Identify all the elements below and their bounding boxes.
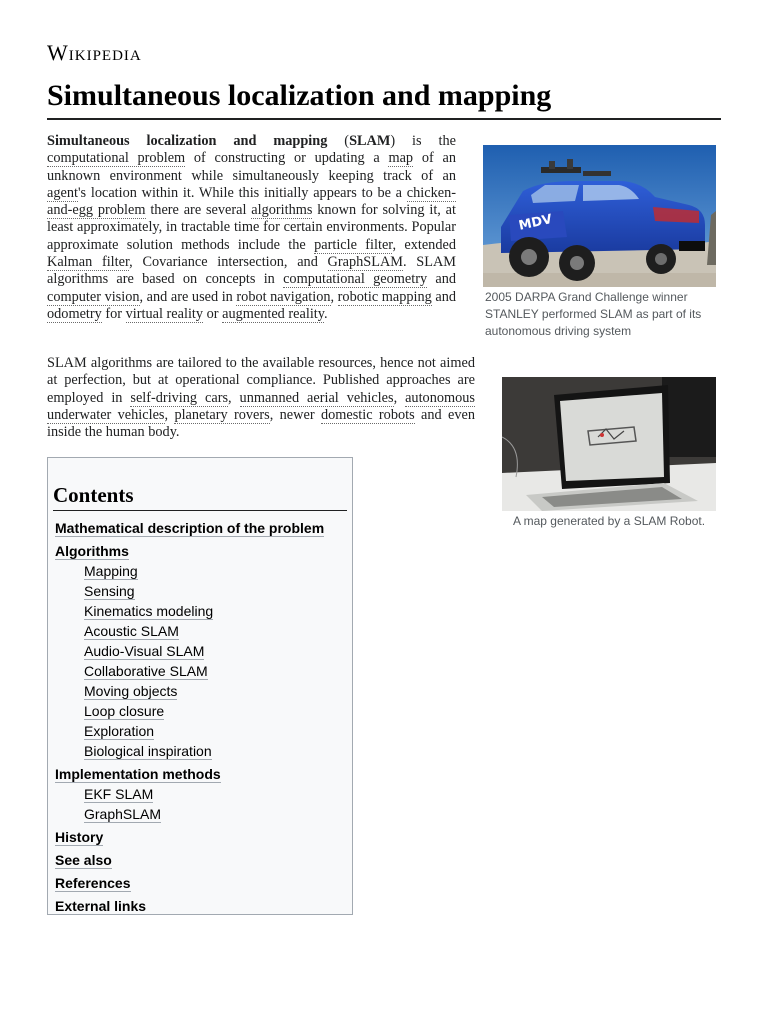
toc-subsection-link[interactable]: Loop closure: [84, 703, 165, 719]
toc-subsection-link[interactable]: GraphSLAM: [84, 806, 162, 822]
figure-stanley: [483, 145, 716, 340]
paragraph-text: of an unknown environment while simultaneously keeping track of an: [47, 150, 456, 184]
toc-subsection-link[interactable]: Acoustic SLAM: [84, 623, 179, 639]
toc-subsection: [55, 741, 345, 761]
paragraph-text: ,: [164, 406, 175, 423]
toc-subsection-link[interactable]: Exploration: [84, 723, 155, 739]
table-of-contents: [47, 457, 353, 915]
toc-subsection: [55, 804, 345, 824]
toc-subsection: [55, 681, 345, 701]
toc-subsection-link[interactable]: Mapping: [84, 563, 138, 579]
stanley-car-photo[interactable]: [483, 145, 716, 287]
article-link[interactable]: chicken-and-egg problem: [47, 184, 456, 219]
bold-term: Simultaneous localization and mapping: [47, 133, 328, 149]
paragraph-text: .: [324, 305, 328, 322]
paragraph-text: , Covariance intersection, and: [129, 254, 328, 271]
toc-section-link[interactable]: History: [55, 829, 104, 845]
paragraph-text: of constructing or updating a: [185, 150, 389, 167]
article-link[interactable]: GraphSLAM: [327, 254, 403, 271]
paragraph-text: and: [431, 288, 456, 305]
figure-slam-map: [502, 377, 716, 530]
paragraph-text: , and are used in: [139, 288, 237, 305]
article-link[interactable]: computational geometry: [283, 271, 428, 288]
article-link[interactable]: domestic robots: [320, 406, 415, 423]
toc-section: [55, 541, 345, 761]
toc-section: [55, 873, 345, 893]
toc-subsection-link[interactable]: Collaborative SLAM: [84, 663, 208, 679]
article-link[interactable]: robot navigation: [236, 288, 331, 305]
toc-subsection: [55, 601, 345, 621]
toc-subsection-link[interactable]: Biological inspiration: [84, 743, 212, 759]
toc-section: [55, 764, 345, 824]
intro-paragraph-2: [47, 355, 475, 441]
toc-subsection-list: [55, 784, 345, 824]
toc-section: [55, 850, 345, 870]
paragraph-text: ,: [393, 389, 406, 406]
article-link[interactable]: particle filter: [314, 236, 393, 253]
toc-section-link[interactable]: Algorithms: [55, 543, 129, 559]
page-title: Simultaneous localization and mapping: [47, 76, 721, 120]
article-link[interactable]: algorithms: [251, 202, 313, 219]
toc-subsection: [55, 641, 345, 661]
bold-term: SLAM: [349, 133, 391, 149]
toc-section-link[interactable]: See also: [55, 852, 112, 868]
paragraph-text: ,: [228, 389, 240, 406]
paragraph-text: , newer: [269, 406, 321, 423]
toc-subsection-link[interactable]: Audio-Visual SLAM: [84, 643, 205, 659]
paragraph-text: and: [427, 271, 456, 288]
article-link[interactable]: odometry: [47, 305, 102, 322]
paragraph-text: 's location within it. While this initially appears to be a: [77, 184, 407, 201]
toc-subsection: [55, 721, 345, 741]
paragraph-text: for: [101, 305, 126, 322]
article-link[interactable]: computer vision: [47, 288, 140, 305]
car-logo-text: MDV: [517, 212, 554, 234]
article-link[interactable]: agent: [47, 184, 78, 201]
toc-subsection-link[interactable]: Kinematics modeling: [84, 603, 214, 619]
figure-caption: A map generated by a SLAM Robot.: [512, 514, 706, 528]
paragraph-text: known for solving it, at least approximately, in tractable time for certain environments. Popular approximate solution methods include the: [47, 202, 456, 253]
paragraph-text: ,: [330, 288, 338, 305]
wikipedia-wordmark[interactable]: Wikipedia: [47, 40, 142, 65]
article-link[interactable]: Kalman filter: [47, 254, 130, 271]
toc-section-link[interactable]: External links: [55, 898, 147, 914]
toc-section: [55, 518, 345, 538]
article-link[interactable]: unmanned aerial vehicles: [239, 389, 394, 406]
paragraph-text: there are several: [145, 202, 252, 219]
toc-subsection: [55, 561, 345, 581]
toc-section: [55, 896, 345, 916]
article-link[interactable]: virtual reality: [125, 305, 204, 322]
article-link[interactable]: planetary rovers: [174, 406, 270, 423]
article-link[interactable]: robotic mapping: [337, 288, 432, 305]
toc-subsection-link[interactable]: Moving objects: [84, 683, 178, 699]
article-link[interactable]: autonomous underwater vehicles: [47, 389, 475, 423]
intro-paragraph-1: [47, 133, 456, 323]
toc-subsection: [55, 581, 345, 601]
toc-section-link[interactable]: References: [55, 875, 131, 891]
paragraph-text: or: [203, 305, 223, 322]
toc-subsection: [55, 621, 345, 641]
article-link[interactable]: computational problem: [47, 150, 186, 167]
toc-section: [55, 827, 345, 847]
article-link[interactable]: self-driving cars: [130, 389, 229, 406]
paragraph-text: and even inside the human body.: [47, 406, 475, 441]
slam-laptop-photo[interactable]: [502, 377, 716, 511]
toc-subsection: [55, 701, 345, 721]
toc-section-link[interactable]: Mathematical description of the problem: [55, 520, 325, 536]
article-link[interactable]: map: [388, 150, 414, 167]
paragraph-text: SLAM algorithms are tailored to the available resources, hence not aimed at perfection, but at operational compliance. Published approaches are employed in: [47, 355, 475, 406]
toc-subsection-link[interactable]: EKF SLAM: [84, 786, 154, 802]
toc-subsection-link[interactable]: Sensing: [84, 583, 135, 599]
paragraph-text: . SLAM algorithms are based on concepts in: [47, 254, 456, 288]
toc-title: Contents: [53, 482, 347, 511]
toc-section-link[interactable]: Implementation methods: [55, 766, 221, 782]
paragraph-text: ) is the: [390, 133, 456, 149]
toc-subsection-list: [55, 561, 345, 761]
figure-caption: 2005 DARPA Grand Challenge winner STANLEY performed SLAM as part of its autonomous driving system: [485, 290, 702, 338]
paragraph-text: (: [327, 133, 350, 149]
paragraph-text: , extended: [392, 236, 456, 253]
toc-list: [55, 518, 345, 916]
toc-subsection: [55, 784, 345, 804]
article-link[interactable]: augmented reality: [222, 305, 324, 322]
toc-subsection: [55, 661, 345, 681]
